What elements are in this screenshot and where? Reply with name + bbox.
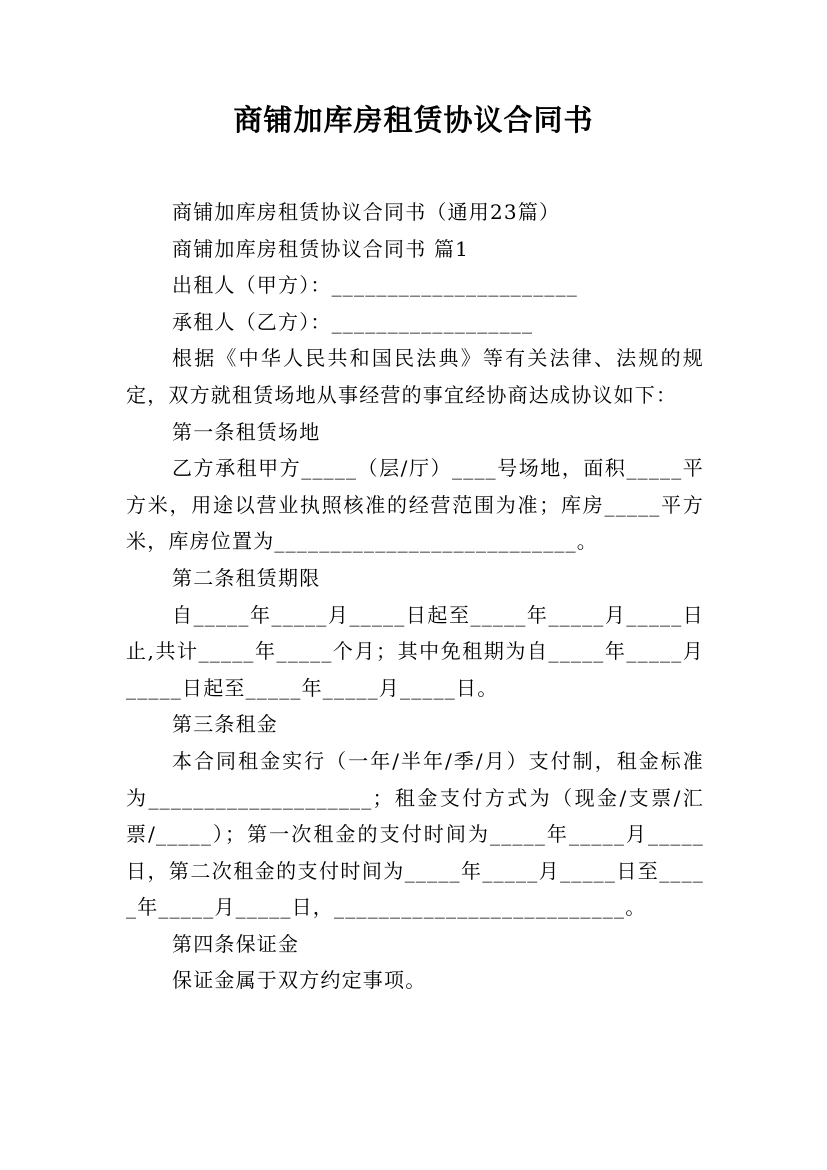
lessee-line: 承租人（乙方）：__________________ <box>172 309 534 334</box>
section-heading: 商铺加库房租赁协议合同书 篇1 <box>172 236 470 261</box>
article-3-body: 本合同租金实行（一年/半年/季/月）支付制，租金标准为____________________；租金支付方式为（现金/支票/汇票/_____）；第一次租金的支付时间为_____年_____月_____日，第二次租金的支付时间为_____年_____月_____日至_____年_____月_____日，__________________________。 <box>126 748 704 920</box>
article-2-heading: 第二条租赁期限 <box>172 565 321 590</box>
article-1-heading: 第一条租赁场地 <box>172 419 321 444</box>
lessor-line: 出租人（甲方）：______________________ <box>172 273 578 298</box>
document-subtitle: 商铺加库房租赁协议合同书（通用23篇） <box>172 200 561 224</box>
article-3-heading: 第三条租金 <box>172 712 278 737</box>
article-2-body: 自_____年_____月_____日起至_____年_____月_____日止,共计_____年_____个月；其中免租期为自_____年_____月_____日起至_____年_____月_____日。 <box>126 602 704 700</box>
document-body <box>126 194 704 999</box>
article-1-body: 乙方承租甲方_____（层/厅）____号场地，面积_____平方米，用途以营业执照核准的经营范围为准；库房_____平方米，库房位置为___________________________。 <box>126 456 704 554</box>
article-4-heading: 第四条保证金 <box>172 931 300 956</box>
document-title: 商铺加库房租赁协议合同书 <box>233 103 594 137</box>
article-4-body: 保证金属于双方约定事项。 <box>172 968 427 993</box>
preamble-paragraph: 根据《中华人民共和国民法典》等有关法律、法规的规定，双方就租赁场地从事经营的事宜经协商达成协议如下： <box>126 346 704 407</box>
